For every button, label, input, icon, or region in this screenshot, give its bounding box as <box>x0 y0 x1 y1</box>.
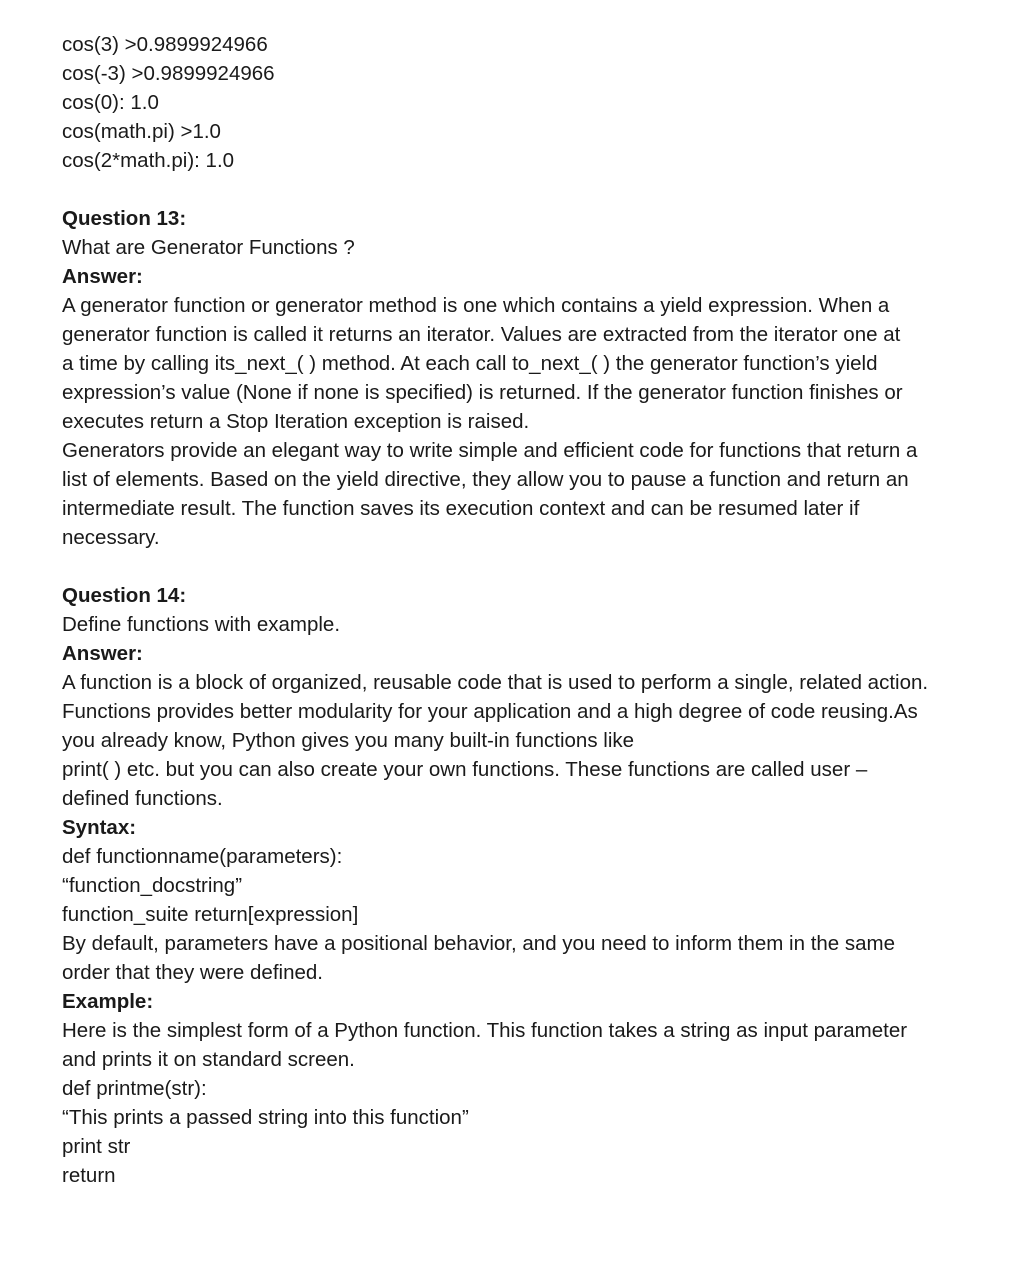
answer-line: A function is a block of organized, reusable code that is used to perform a single, related action. <box>62 671 929 694</box>
answer-line: expression’s value (None if none is specified) is returned. If the generator function finishes or <box>62 381 903 404</box>
example-line: and prints it on standard screen. <box>62 1048 355 1071</box>
example-label: Example: <box>62 990 154 1013</box>
output-line: cos(0): 1.0 <box>62 91 159 114</box>
syntax-label: Syntax: <box>62 816 137 839</box>
syntax-line: By default, parameters have a positional behavior, and you need to inform them in the same <box>62 932 896 955</box>
answer-line: A generator function or generator method is one which contains a yield expression. When a <box>62 294 890 317</box>
output-line: cos(math.pi) >1.0 <box>62 120 221 143</box>
syntax-line: function_suite return[expression] <box>62 903 359 926</box>
example-line: return <box>62 1164 116 1187</box>
output-line: cos(3) >0.9899924966 <box>62 33 268 56</box>
cos-output-block <box>62 30 992 175</box>
syntax-line: order that they were defined. <box>62 961 323 984</box>
answer-line: Functions provides better modularity for your application and a high degree of code reusing.As <box>62 700 918 723</box>
question-heading: Question 14: <box>62 584 187 607</box>
answer-line: executes return a Stop Iteration exception is raised. <box>62 410 530 433</box>
example-line: Here is the simplest form of a Python function. This function takes a string as input parameter <box>62 1019 908 1042</box>
answer-line: print( ) etc. but you can also create your own functions. These functions are called user – <box>62 758 868 781</box>
answer-line: a time by calling its_next_( ) method. At each call to_next_( ) the generator function’s yield <box>62 352 878 375</box>
example-line: print str <box>62 1135 131 1158</box>
syntax-line: def functionname(parameters): <box>62 845 343 868</box>
answer-line: you already know, Python gives you many built-in functions like <box>62 729 635 752</box>
example-body <box>62 1016 992 1190</box>
answer-line: necessary. <box>62 526 160 549</box>
answer-label: Answer: <box>62 265 143 288</box>
answer-line: list of elements. Based on the yield directive, they allow you to pause a function and return an <box>62 468 909 491</box>
output-line: cos(-3) >0.9899924966 <box>62 62 275 85</box>
answer-line: intermediate result. The function saves its execution context and can be resumed later if <box>62 497 860 520</box>
question-heading: Question 13: <box>62 207 187 230</box>
answer-line: generator function is called it returns an iterator. Values are extracted from the iterator one at <box>62 323 901 346</box>
answer-body <box>62 291 992 552</box>
output-line: cos(2*math.pi): 1.0 <box>62 149 235 172</box>
example-line: def printme(str): <box>62 1077 207 1100</box>
question-13-section <box>62 204 992 552</box>
answer-line: defined functions. <box>62 787 223 810</box>
answer-label: Answer: <box>62 642 143 665</box>
question-text: Define functions with example. <box>62 613 341 636</box>
answer-body <box>62 668 992 813</box>
document-page <box>62 30 992 1190</box>
syntax-line: “function_docstring” <box>62 874 243 897</box>
syntax-body <box>62 842 992 987</box>
question-text: What are Generator Functions ? <box>62 236 355 259</box>
answer-line: Generators provide an elegant way to write simple and efficient code for functions that return a <box>62 439 918 462</box>
question-14-section <box>62 581 992 1190</box>
example-line: “This prints a passed string into this function” <box>62 1106 469 1129</box>
